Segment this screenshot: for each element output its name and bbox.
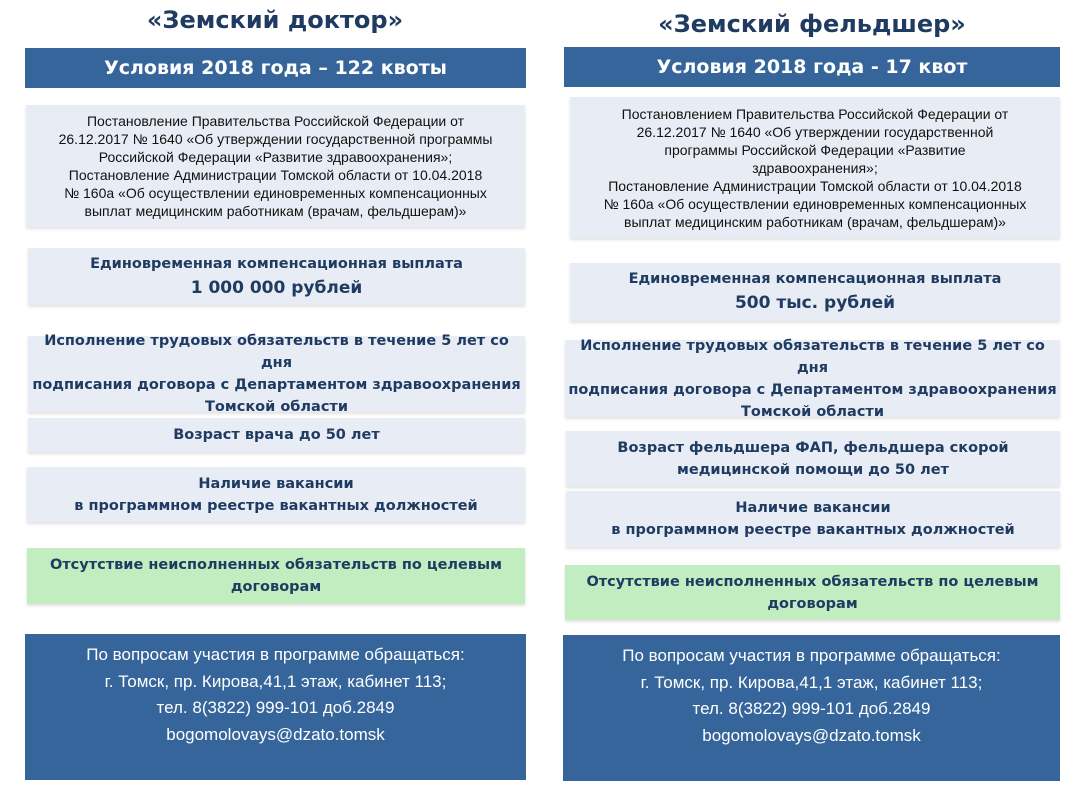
- decree-line: выплат медицинским работникам (врачам, фельдшерам)»: [84, 203, 467, 219]
- obligation-line: Исполнение трудовых обязательств в течение 5 лет со дня: [44, 333, 509, 371]
- no-debt-line: договорам: [230, 579, 322, 595]
- contact-line: По вопросам участия в программе обращаться:: [86, 645, 465, 664]
- no-debt-line: Отсутствие неисполненных обязательств по целевым: [586, 573, 1039, 590]
- contact-address: г. Томск, пр. Кирова,41,1 этаж, кабинет 113;: [640, 672, 983, 692]
- decree-line: Постановление Правительства Российской Федерации от: [86, 113, 465, 129]
- right-obligation-box: [565, 337, 1060, 420]
- obligation-line: подписания договора с Департаментом здравоохранения: [568, 381, 1057, 398]
- right-decree-box: [570, 97, 1060, 238]
- no-debt-line: Отсутствие неисполненных обязательств по целевым: [49, 557, 503, 573]
- vacancy-line: в программном реестре вакантных должностей: [611, 522, 1015, 538]
- right-conditions-bar: Условия 2018 года - 17 квот: [564, 47, 1060, 87]
- vacancy-line: Наличие вакансии: [198, 475, 354, 492]
- left-no-debt-box: [27, 548, 525, 604]
- payment-amount: 500 тыс. рублей: [734, 293, 896, 313]
- right-contact-box: [563, 635, 1060, 781]
- left-decree-text: [49, 112, 503, 220]
- no-debt-line: договорам: [767, 595, 858, 612]
- decree-line: 26.12.2017 № 1640 «Об утверждении государственной: [636, 123, 994, 140]
- decree-line: Постановление Администрации Томской области от 10.04.2018: [68, 167, 483, 183]
- contact-phone: тел. 8(3822) 999-101 доб.2849: [692, 699, 931, 718]
- contact-address: г. Томск, пр. Кирова,41,1 этаж, кабинет 113;: [104, 671, 447, 691]
- contact-email[interactable]: bogomolovays@dzato.tomsk: [166, 724, 385, 744]
- decree-line: 26.12.2017 № 1640 «Об утверждении государственной программы: [58, 131, 493, 147]
- left-conditions-bar: Условия 2018 года – 122 квоты: [25, 48, 526, 88]
- obligation-line: Томской области: [741, 403, 884, 420]
- contact-email[interactable]: bogomolovays@dzato.tomsk: [702, 725, 921, 745]
- obligation-line: Томской области: [205, 399, 348, 415]
- vacancy-line: Наличие вакансии: [735, 500, 891, 516]
- decree-line: № 160а «Об осуществлении единовременных компенсационных: [64, 185, 487, 201]
- decree-line: Российской Федерации «Развитие здравоохранения»;: [98, 149, 453, 165]
- left-decree-box: [26, 105, 525, 227]
- decree-line: выплат медицинским работникам (врачам, фельдшерам)»: [624, 213, 1006, 230]
- right-age-box: [566, 431, 1060, 486]
- vacancy-line: в программном реестре вакантных должностей: [74, 497, 478, 514]
- contact-phone: тел. 8(3822) 999-101 доб.2849: [156, 698, 395, 717]
- right-vacancy-box: [566, 491, 1060, 547]
- right-decree-text: [594, 105, 1037, 231]
- payment-amount: 1 000 000 рублей: [190, 277, 363, 298]
- contact-line: По вопросам участия в программе обращаться:: [622, 646, 1001, 665]
- payment-label: Единовременная компенсационная выплата: [90, 255, 463, 272]
- right-title: «Земский фельдшер»: [658, 10, 966, 38]
- age-line: медицинской помощи до 50 лет: [677, 461, 949, 478]
- age-line: Возраст врача до 50 лет: [173, 427, 380, 443]
- decree-line: Постановление Администрации Томской области от 10.04.2018: [608, 177, 1022, 194]
- left-age-box: [28, 418, 525, 452]
- left-payment-box: [28, 248, 525, 305]
- obligation-line: Исполнение трудовых обязательств в течение 5 лет со дня: [580, 337, 1045, 376]
- decree-line: здравоохранения»;: [752, 159, 878, 176]
- decree-line: программы Российской Федерации «Развитие: [664, 141, 966, 158]
- decree-line: № 160а «Об осуществлении единовременных компенсационных: [603, 195, 1027, 212]
- left-title: «Земский доктор»: [146, 6, 404, 34]
- left-contact-box: [25, 634, 526, 780]
- right-payment-box: [570, 263, 1060, 321]
- age-line: Возраст фельдшера ФАП, фельдшера скорой: [617, 439, 1009, 456]
- obligation-line: подписания договора с Департаментом здравоохранения: [32, 377, 521, 393]
- decree-line: Постановлением Правительства Российской Федерации от: [621, 105, 1009, 122]
- left-obligation-box: [28, 333, 525, 415]
- left-vacancy-box: [27, 467, 525, 522]
- right-no-debt-box: [565, 565, 1060, 620]
- payment-label: Единовременная компенсационная выплата: [628, 271, 1002, 287]
